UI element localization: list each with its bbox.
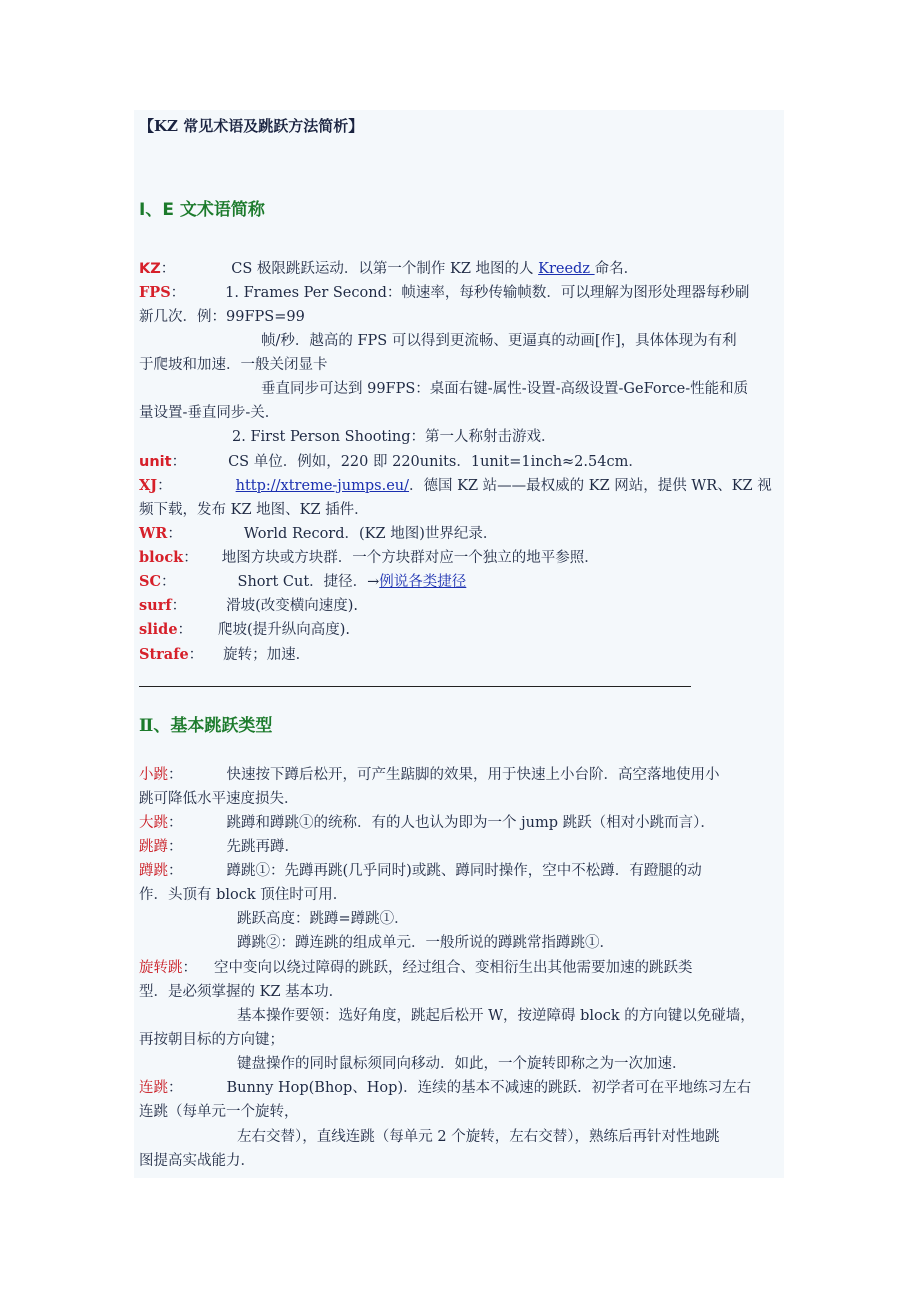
duntiao-line-4: 蹲跳②：蹲连跳的组成单元．一般所说的蹲跳常指蹲跳①．	[237, 935, 614, 951]
term-xiaotiao: 小跳	[139, 767, 168, 783]
fps-line-7: 2. First Person Shooting：第一人称射击游戏．	[232, 429, 556, 445]
liantiao-line-4: 图提高实战能力．	[139, 1153, 255, 1169]
term-tiaodun-row	[139, 837, 299, 857]
term-wr-colon: ：	[167, 526, 182, 542]
term-slide: slide	[139, 621, 178, 638]
fps-line-5: 垂直同步可达到 99FPS：桌面右键-属性-设置-高级设置-GeForce-性能和质	[261, 381, 749, 397]
term-kz-desc: CS 极限跳跃运动．以第一个制作 KZ 地图的人	[231, 261, 539, 277]
term-block-colon: ：	[183, 550, 198, 566]
shortcut-examples-link[interactable]: 例说各类捷径	[379, 574, 467, 590]
term-surf-colon: ：	[171, 598, 187, 614]
term-kz-colon: ：	[160, 261, 176, 277]
term-liantiao-row	[139, 1078, 751, 1098]
fps-line-6: 量设置-垂直同步-关．	[139, 405, 280, 421]
term-xj: XJ	[139, 477, 158, 494]
term-slide-desc: 爬坡(提升纵向高度).	[218, 622, 350, 638]
term-fps-colon: ：	[170, 285, 186, 301]
term-tiaodun-colon: ：	[168, 839, 183, 855]
xuanzhuan-line-1: 空中变向以绕过障碍的跳跃，经过组合、变相衍生出其他需要加速的跳跃类	[214, 960, 693, 976]
term-xj-row	[139, 476, 772, 496]
term-fps: FPS	[139, 284, 171, 301]
term-strafe-colon: ：	[188, 647, 204, 663]
term-liantiao-colon: ：	[168, 1080, 183, 1096]
term-sc: SC	[139, 573, 162, 590]
kreedz-link[interactable]: Kreedz	[538, 261, 595, 277]
fps-line-4: 于爬坡和加速．一般关闭显卡	[139, 357, 328, 373]
term-datiao-desc: 跳蹲和蹲跳①的统称．有的人也认为即为一个 jump 跳跃（相对小跳而言）．	[226, 815, 715, 831]
term-kz: KZ	[139, 261, 161, 277]
term-xiaotiao-colon: ：	[168, 767, 183, 783]
term-sc-desc: Short Cut．捷径．→	[237, 574, 380, 590]
xiaotiao-line-1: 快速按下蹲后松开，可产生踮脚的效果，用于快速上小台阶．高空落地使用小	[226, 767, 720, 783]
liantiao-line-3: 左右交替），直线连跳（每单元 2 个旋转，左右交替），熟练后再针对性地跳	[237, 1129, 720, 1145]
term-wr: WR	[139, 525, 168, 542]
term-xuanzhuan-colon: ：	[182, 960, 197, 976]
xuanzhuan-line-4: 再按朝目标的方向键；	[139, 1032, 284, 1048]
term-xiaotiao-row	[139, 765, 720, 785]
term-xj-colon: ：	[157, 478, 172, 494]
duntiao-line-1: 蹲跳①：先蹲再跳(几乎同时)或跳、蹲同时操作，空中不松蹲．有蹬腿的动	[226, 863, 702, 879]
term-block: block	[139, 549, 184, 566]
duntiao-line-2: 作．头顶有 block 顶住时可用．	[139, 887, 348, 903]
term-xj-desc: ．德国 KZ 站——最权威的 KZ 网站，提供 WR、KZ 视	[409, 478, 772, 494]
xj-line-2: 频下载，发布 KZ 地图、KZ 插件．	[139, 502, 369, 518]
term-surf-desc: 滑坡(改变横向速度).	[226, 598, 359, 614]
xuanzhuan-line-3: 基本操作要领：选好角度，跳起后松开 W，按逆障碍 block 的方向键以免碰墙，	[237, 1008, 755, 1024]
term-unit-colon: ：	[171, 454, 187, 470]
term-datiao: 大跳	[139, 815, 168, 831]
duntiao-line-3: 跳跃高度：跳蹲=蹲跳①．	[237, 911, 409, 927]
liantiao-line-1: Bunny Hop(Bhop、Hop)．连续的基本不减速的跳跃．初学者可在平地练习左右	[226, 1080, 752, 1096]
term-strafe-row	[139, 645, 310, 665]
term-duntiao-colon: ：	[168, 863, 183, 879]
term-datiao-row	[139, 813, 715, 833]
term-duntiao: 蹲跳	[139, 863, 168, 879]
term-block-desc: 地图方块或方块群．一个方块群对应一个独立的地平参照．	[221, 550, 599, 566]
term-slide-row	[139, 620, 350, 640]
term-wr-row	[139, 524, 497, 544]
term-unit: unit	[139, 454, 172, 470]
xuanzhuan-line-5: 键盘操作的同时鼠标须同向移动．如此，一个旋转即称之为一次加速．	[237, 1056, 687, 1072]
xuanzhuan-line-2: 型．是必须掌握的 KZ 基本功．	[139, 984, 344, 1000]
term-surf: surf	[139, 597, 172, 614]
term-block-row	[139, 548, 599, 568]
section-1-title: Ⅰ、E 文术语简称	[139, 200, 265, 220]
xiaotiao-line-2: 跳可降低水平速度损失．	[139, 791, 299, 807]
fps-line-3: 帧/秒．越高的 FPS 可以得到更流畅、更逼真的动画[作]，具体体现为有利	[261, 333, 737, 349]
term-xuanzhuan: 旋转跳	[139, 960, 183, 976]
section-2-title: Ⅱ、基本跳跃类型	[139, 716, 273, 736]
term-slide-colon: ：	[177, 622, 193, 638]
term-surf-row	[139, 596, 358, 616]
term-wr-desc: World Record．(KZ 地图)世界纪录．	[243, 526, 498, 542]
term-tiaodun: 跳蹲	[139, 839, 168, 855]
term-tiaodun-desc: 先跳再蹲．	[226, 839, 299, 855]
liantiao-line-2: 连跳（每单元一个旋转，	[139, 1104, 299, 1120]
term-duntiao-row	[139, 861, 702, 881]
term-liantiao: 连跳	[139, 1080, 168, 1096]
section-divider	[139, 686, 691, 687]
term-kz-desc-end: 命名．	[594, 261, 639, 277]
term-xuanzhuan-row	[139, 958, 693, 978]
term-kz-row	[139, 259, 638, 279]
term-strafe-desc: 旋转；加速．	[223, 647, 311, 663]
fps-line-2: 新几次．例：99FPS=99	[139, 309, 305, 325]
term-unit-row	[139, 452, 643, 472]
fps-line-1: 1. Frames Per Second：帧速率，每秒传输帧数．可以理解为图形处理器每秒刷	[225, 285, 750, 301]
document-title: 【KZ 常见术语及跳跃方法简析】	[139, 117, 364, 135]
term-datiao-colon: ：	[168, 815, 183, 831]
term-unit-desc: CS 单位．例如，220 即 220units．1unit=1inch≈2.54cm．	[228, 454, 643, 470]
xtreme-jumps-link[interactable]: http://xtreme-jumps.eu/	[235, 478, 410, 494]
term-sc-colon: ：	[161, 574, 176, 590]
term-sc-row	[139, 572, 466, 592]
term-strafe: Strafe	[139, 646, 189, 663]
term-fps-row	[139, 283, 749, 303]
